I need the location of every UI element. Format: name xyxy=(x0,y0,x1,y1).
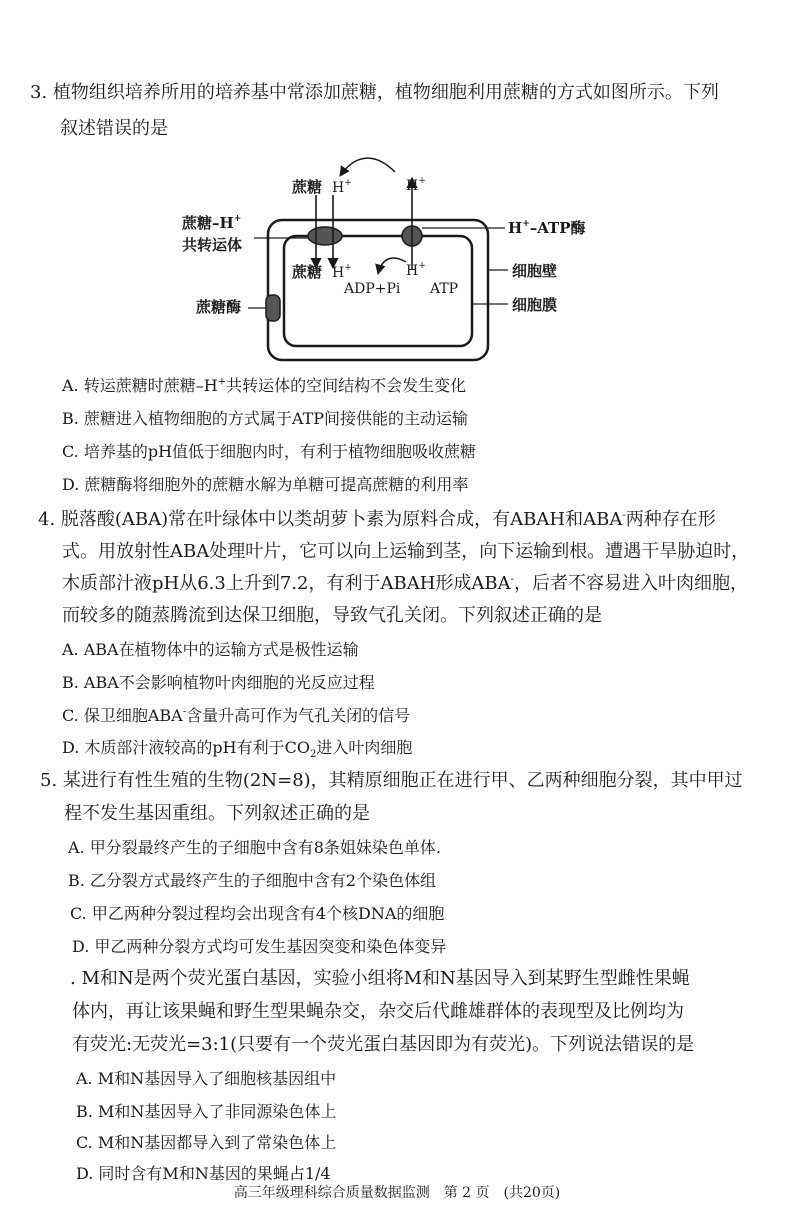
q3-stem-line1: 3. 植物组织培养所用的培养基中常添加蔗糖，植物细胞利用蔗糖的方式如图所示。下列 xyxy=(30,82,719,103)
svg-text:H+ xyxy=(406,261,426,279)
q3-option-d: D. 蔗糖酶将细胞外的蔗糖水解为单糖可提高蔗糖的利用率 xyxy=(62,475,469,494)
q3-stem-line2: 叙述错误的是 xyxy=(60,118,168,139)
q4-option-c xyxy=(62,705,410,727)
q4-option-c-sup: - xyxy=(182,706,187,718)
label-plus-1: + xyxy=(344,178,352,188)
label-plus-4: + xyxy=(418,261,426,271)
label-cotransporter-a: 蔗糖–H xyxy=(182,214,234,232)
label-cell-membrane: 细胞膜 xyxy=(512,296,558,314)
q5-stem-line1: 5. 某进行有性生殖的生物(2N=8)，其精原细胞正在进行甲、乙两种细胞分裂，其中甲过 xyxy=(40,770,743,791)
q4-option-d-pre: D. 木质部汁液较高的pH有利于CO xyxy=(62,738,310,757)
svg-text:H+ xyxy=(332,178,352,196)
label-cotransporter-b: 共转运体 xyxy=(182,236,243,254)
q3-option-a-sup: + xyxy=(217,376,227,388)
q5-option-b: B. 乙分裂方式最终产生的子细胞中含有2个染色体组 xyxy=(68,871,437,890)
label-atpase-rest: –ATP酶 xyxy=(529,219,586,237)
label-sucrase: 蔗糖酶 xyxy=(196,298,242,316)
q4-stem-line1 xyxy=(38,509,716,531)
q6-option-c: C. M和N基因都导入到了常染色体上 xyxy=(76,1133,337,1152)
label-h-inner-left: H xyxy=(332,265,345,281)
q4-line1-pre: 4. 脱落酸(ABA)常在叶绿体中以类胡萝卜素为原料合成，有ABAH和ABA xyxy=(38,509,623,530)
q3-option-a-pre: A. 转运蔗糖时蔗糖–H xyxy=(62,376,218,395)
svg-text:H+ xyxy=(406,176,426,194)
label-plus-5: + xyxy=(233,214,242,224)
q4-line1-sup: - xyxy=(622,510,626,521)
q3-option-c: C. 培养基的pH值低于细胞内时，有利于植物细胞吸收蔗糖 xyxy=(62,442,477,461)
q4-stem-line3 xyxy=(62,573,748,595)
q6-option-a: A. M和N基因导入了细胞核基因组中 xyxy=(76,1069,337,1088)
q6-stem-line2: 体内，再让该果蝇和野生型果蝇杂交，杂交后代雌雄群体的表现型及比例均为 xyxy=(72,1001,684,1022)
sucrase-shape xyxy=(266,295,280,321)
q6-stem-line1: . M和N是两个荧光蛋白基因，实验小组将M和N基因导入到某野生型雌性果蝇 xyxy=(70,968,690,989)
q3-option-a-post: 共转运体的空间结构不会发生变化 xyxy=(226,376,467,395)
sucrose-transport-diagram xyxy=(170,150,610,380)
label-h-top-right: H xyxy=(406,178,419,194)
q5-option-d: D. 甲乙两种分裂方式均可发生基因突变和染色体变异 xyxy=(72,937,447,956)
q5-option-a: A. 甲分裂最终产生的子细胞中含有8条姐妹染色单体. xyxy=(68,838,441,857)
label-plus-6: + xyxy=(522,219,530,229)
q4-line3-post: ，后者不容易进入叶肉细胞， xyxy=(514,573,749,594)
q4-line3-sup: - xyxy=(510,574,515,585)
label-sucrose-top: 蔗糖 xyxy=(292,178,323,196)
svg-text:H+–ATP酶 xyxy=(508,219,586,237)
svg-text:蔗糖–H+ xyxy=(182,214,241,232)
label-h-inner-right: H xyxy=(406,263,419,279)
label-cell-wall: 细胞壁 xyxy=(512,262,558,280)
q4-option-c-post: 含量升高可作为气孔关闭的信号 xyxy=(186,706,411,725)
label-sucrose-inner: 蔗糖 xyxy=(292,263,323,281)
q6-option-b: B. M和N基因导入了非同源染色体上 xyxy=(76,1102,337,1121)
q4-line1-post: 两种存在形 xyxy=(625,509,716,530)
label-atpase-h: H xyxy=(508,219,523,237)
label-plus-3: + xyxy=(344,263,352,273)
label-adp-pi: ADP+Pi xyxy=(344,281,401,297)
q4-option-d-sub: 2 xyxy=(310,749,317,761)
cotransporter-shape xyxy=(308,227,342,245)
q4-stem-line4: 而较多的随蒸腾流到达保卫细胞，导致气孔关闭。下列叙述正确的是 xyxy=(62,605,602,626)
page-footer: 高三年级理科综合质量数据监测 第 2 页 (共20页) xyxy=(233,1185,561,1201)
label-atp: ATP xyxy=(430,281,459,297)
q6-option-d: D. 同时含有M和N基因的果蝇占1/4 xyxy=(76,1164,331,1183)
q4-option-b: B. ABA不会影响植物叶肉细胞的光反应过程 xyxy=(62,673,375,692)
label-plus-2: + xyxy=(418,176,426,186)
label-h-top-left: H xyxy=(332,180,345,196)
q4-option-d-post: 进入叶肉细胞 xyxy=(316,738,413,757)
q5-option-c: C. 甲乙两种分裂过程均会出现含有4个核DNA的细胞 xyxy=(70,904,445,923)
q4-option-a: A. ABA在植物体中的运输方式是极性运输 xyxy=(62,640,359,659)
q6-stem-line3: 有荧光:无荧光=3:1(只要有一个荧光蛋白基因即为有荧光)。下列说法错误的是 xyxy=(72,1034,695,1055)
q4-option-d xyxy=(62,737,412,759)
q3-option-a xyxy=(62,375,466,397)
q5-stem-line2: 程不发生基因重组。下列叙述正确的是 xyxy=(64,803,370,824)
q4-option-c-pre: C. 保卫细胞ABA xyxy=(62,706,183,725)
q4-stem-line2: 式。用放射性ABA处理叶片，它可以向上运输到茎，向下运输到根。遭遇干旱胁迫时， xyxy=(62,541,750,562)
svg-text:H+ xyxy=(332,263,352,281)
q4-line3-pre: 木质部汁液pH从6.3上升到7.2，有利于ABAH形成ABA xyxy=(62,573,511,594)
q3-option-b: B. 蔗糖进入植物细胞的方式属于ATP间接供能的主动运输 xyxy=(62,409,469,428)
